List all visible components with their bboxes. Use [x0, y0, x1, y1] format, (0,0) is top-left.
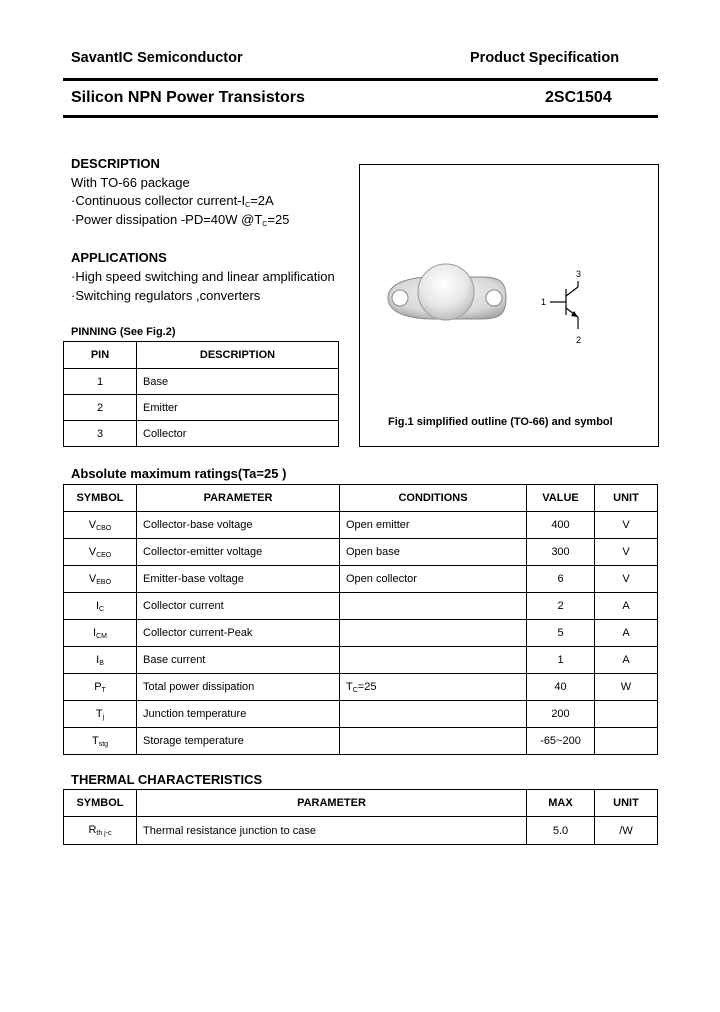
- table-row: [64, 421, 339, 447]
- description-title: DESCRIPTION: [71, 156, 160, 171]
- pin-number: 3: [64, 421, 137, 447]
- parameter-header: PARAMETER: [137, 485, 340, 512]
- ratings-table: [63, 484, 658, 755]
- table-row: [64, 593, 658, 620]
- symbol-cell: $R_{th j-c}$: [64, 817, 137, 845]
- unit-cell: V: [595, 539, 658, 566]
- header-rule-bottom: [63, 115, 658, 118]
- conditions-cell: [340, 728, 527, 755]
- figure-box: [359, 164, 659, 447]
- conditions-cell: Open collector: [340, 566, 527, 593]
- parameter-cell: Thermal resistance junction to case: [137, 817, 527, 845]
- description-line-3: ·Power dissipation -PD=40W $@T_C=25$: [71, 212, 290, 228]
- pin-description: Collector: [137, 421, 339, 447]
- unit-cell: [595, 728, 658, 755]
- company-name: SavantIC Semiconductor: [71, 50, 243, 66]
- pin-description-header: DESCRIPTION: [137, 342, 339, 369]
- value-header: VALUE: [527, 485, 595, 512]
- symbol-cell: $T_j$: [64, 701, 137, 728]
- table-row: [64, 674, 658, 701]
- parameter-cell: Total power dissipation: [137, 674, 340, 701]
- pin-number: 1: [64, 369, 137, 395]
- application-item-2: ·Switching regulators ,converters: [71, 288, 261, 303]
- symbol-cell: $T_{stg}$: [64, 728, 137, 755]
- table-row: [64, 728, 658, 755]
- pin-number: 2: [64, 395, 137, 421]
- ratings-title: Absolute maximum ratings(Ta=25 ): [71, 466, 287, 481]
- part-number: 2SC1504: [545, 89, 612, 106]
- value-cell: 200: [527, 701, 595, 728]
- conditions-cell: Open emitter: [340, 512, 527, 539]
- symbol-cell: $V_{CEO}$: [64, 539, 137, 566]
- parameter-cell: Base current: [137, 647, 340, 674]
- conditions-cell: [340, 701, 527, 728]
- symbol-cell: $I_C$: [64, 593, 137, 620]
- conditions-cell: $T_C=25$: [340, 674, 527, 701]
- thermal-table: [63, 789, 658, 845]
- unit-header: UNIT: [595, 485, 658, 512]
- pinning-table: [63, 341, 339, 447]
- npn-transistor-symbol: [550, 281, 578, 329]
- applications-title: APPLICATIONS: [71, 250, 167, 265]
- parameter-cell: Collector current-Peak: [137, 620, 340, 647]
- pinning-title: PINNING (See Fig.2): [71, 326, 176, 338]
- unit-cell: /W: [595, 817, 658, 845]
- table-row: [64, 817, 658, 845]
- value-cell: -65~200: [527, 728, 595, 755]
- symbol-cell: $I_{CM}$: [64, 620, 137, 647]
- parameter-cell: Storage temperature: [137, 728, 340, 755]
- unit-cell: W: [595, 674, 658, 701]
- table-row: [64, 620, 658, 647]
- value-cell: 6: [527, 566, 595, 593]
- table-row: [64, 647, 658, 674]
- value-cell: 5: [527, 620, 595, 647]
- description-line-1: With TO-66 package: [71, 175, 190, 190]
- symbol-header: SYMBOL: [64, 790, 137, 817]
- symbol-header: SYMBOL: [64, 485, 137, 512]
- document-type: Product Specification: [470, 50, 620, 66]
- pin-header: PIN: [64, 342, 137, 369]
- max-cell: 5.0: [527, 817, 595, 845]
- symbol-pin-emitter-label: 2: [576, 335, 582, 345]
- max-header: MAX: [527, 790, 595, 817]
- parameter-cell: Collector current: [137, 593, 340, 620]
- table-row: [64, 369, 339, 395]
- value-cell: 300: [527, 539, 595, 566]
- conditions-cell: [340, 647, 527, 674]
- to66-package-drawing: [388, 264, 506, 320]
- pin-description: Emitter: [137, 395, 339, 421]
- table-row: [64, 512, 658, 539]
- application-item-1: ·High speed switching and linear amplification: [71, 269, 335, 284]
- symbol-cell: $I_B$: [64, 647, 137, 674]
- symbol-cell: $P_T$: [64, 674, 137, 701]
- figure-caption: Fig.1 simplified outline (TO-66) and symbol: [388, 416, 613, 428]
- symbol-pin-collector-label: 3: [576, 269, 582, 279]
- parameter-cell: Emitter-base voltage: [137, 566, 340, 593]
- unit-header: UNIT: [595, 790, 658, 817]
- conditions-cell: [340, 593, 527, 620]
- to66-outline-and-symbol: [360, 165, 658, 446]
- value-cell: 400: [527, 512, 595, 539]
- header-rule-top: [63, 78, 658, 81]
- unit-cell: V: [595, 512, 658, 539]
- unit-cell: A: [595, 593, 658, 620]
- product-line: Silicon NPN Power Transistors: [71, 89, 305, 106]
- unit-cell: [595, 701, 658, 728]
- table-row: [64, 566, 658, 593]
- unit-cell: A: [595, 647, 658, 674]
- pin-description: Base: [137, 369, 339, 395]
- table-row: [64, 539, 658, 566]
- value-cell: 2: [527, 593, 595, 620]
- unit-cell: V: [595, 566, 658, 593]
- parameter-header: PARAMETER: [137, 790, 527, 817]
- value-cell: 40: [527, 674, 595, 701]
- parameter-cell: Collector-emitter voltage: [137, 539, 340, 566]
- conditions-cell: Open base: [340, 539, 527, 566]
- table-row: [64, 395, 339, 421]
- parameter-cell: Junction temperature: [137, 701, 340, 728]
- description-line-2: ·Continuous collector current-$I_C=2A$: [71, 193, 274, 209]
- value-cell: 1: [527, 647, 595, 674]
- conditions-header: CONDITIONS: [340, 485, 527, 512]
- conditions-cell: [340, 620, 527, 647]
- parameter-cell: Collector-base voltage: [137, 512, 340, 539]
- unit-cell: A: [595, 620, 658, 647]
- thermal-title: THERMAL CHARACTERISTICS: [71, 772, 263, 787]
- symbol-pin-base-label: 1: [541, 297, 547, 307]
- symbol-cell: $V_{CBO}$: [64, 512, 137, 539]
- symbol-cell: $V_{EBO}$: [64, 566, 137, 593]
- table-row: [64, 701, 658, 728]
